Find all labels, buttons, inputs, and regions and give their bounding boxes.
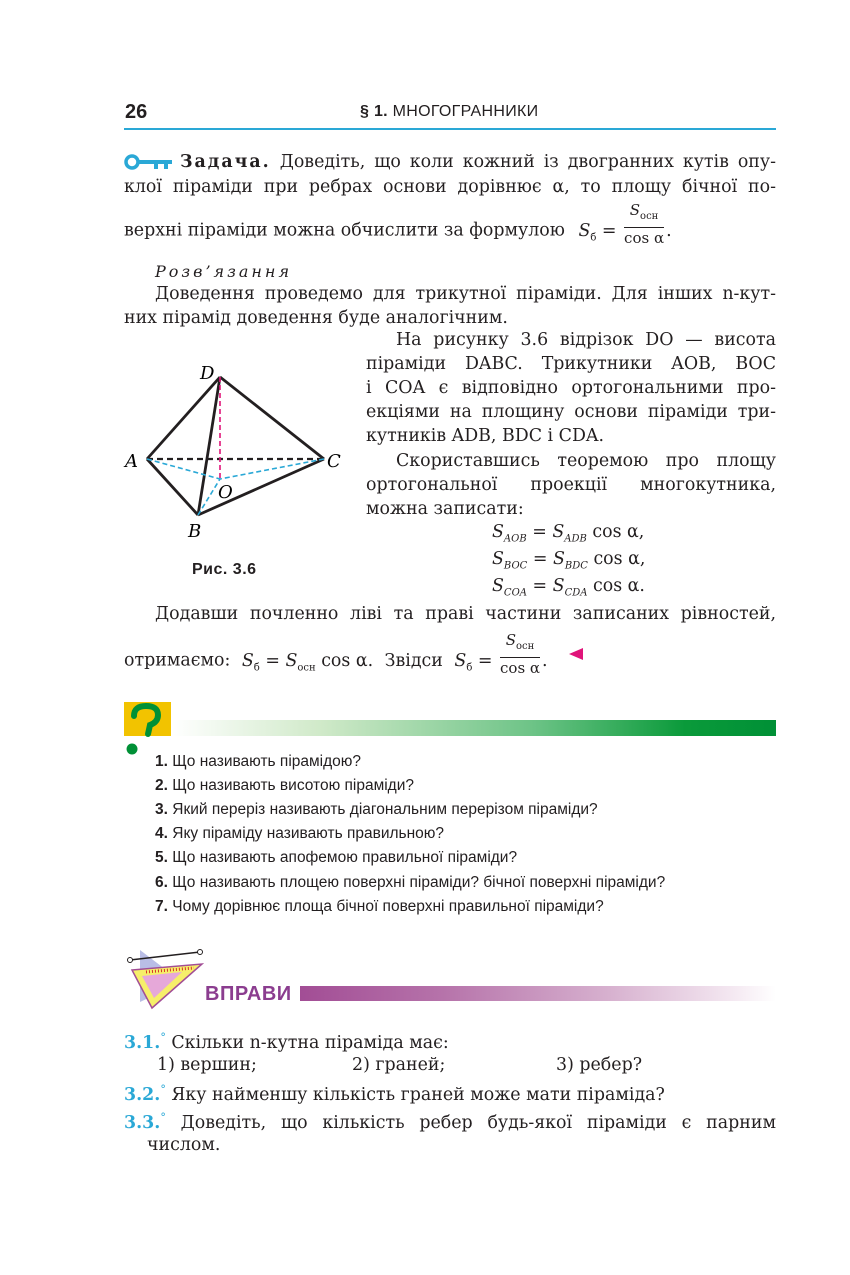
task-line-2: клої піраміди при ребрах основи дорівнює α, то площу бічної по-: [124, 177, 776, 197]
solution-p2-line1: Додавши почленно ліві та праві частини записаних рівностей,: [155, 604, 776, 624]
question-text: Що називають площею поверхні піраміди? бічної поверхні піраміди?: [172, 874, 666, 891]
question-num: 2.: [155, 777, 168, 794]
exercise-sub-2: 2) граней;: [352, 1055, 446, 1075]
eq3-cos: cos α.: [592, 576, 645, 596]
task-line-1: [180, 152, 776, 172]
exercise-sub-3: 3) ребер?: [556, 1055, 643, 1075]
eq3-lhs-sub: COA: [503, 587, 527, 599]
p2-sb2-sub: б: [466, 661, 473, 673]
question-item: [155, 874, 665, 892]
exercise-text: Скільки n-кутна піраміда має:: [171, 1032, 449, 1053]
exercise-3-continued: числом.: [147, 1135, 221, 1155]
exercise-num: 3.2.: [124, 1084, 161, 1105]
question-item: [155, 753, 361, 771]
question-text: Що називають висотою піраміди?: [172, 777, 414, 794]
p2-cos: cos α: [321, 650, 368, 671]
right-line-6: Скориставшись теоремою про площу: [396, 451, 776, 471]
section-mark: § 1.: [360, 103, 388, 120]
p2-sosn-sub: осн: [297, 661, 316, 673]
p2-fraction: $\frac{S_{осн}}{\text{cos α}}$: [500, 631, 541, 677]
exercise-item: 3.3.° Доведіть, що кількість ребер будь-якої піраміди є парним: [124, 1111, 776, 1133]
eq2-cos: cos α,: [593, 549, 646, 569]
page-number: 26: [125, 101, 148, 123]
question-num: 3.: [155, 801, 168, 818]
exercises-title: ВПРАВИ: [205, 983, 292, 1005]
solution-p2-line2: отримаємо: $S_б = S_{осн}$ cos α. Звідси $S_б$ = $\frac{S_{осн}}{\text{cos α}}$ .: [124, 631, 548, 677]
ruler-triangle-icon: [122, 942, 204, 1014]
label-D: D: [200, 363, 215, 384]
exercise-num: 3.3.: [124, 1112, 161, 1133]
formula-sub-b: б: [590, 231, 597, 243]
right-line-7: ортогональної проекції многокутника,: [366, 475, 776, 495]
label-C: C: [327, 451, 341, 472]
equation-3: $S_{COA} = S_{CDA}$ cos α.: [492, 576, 645, 599]
exercise-num: 3.1.: [124, 1032, 161, 1053]
eq1-cos: cos α,: [592, 522, 645, 542]
eq2-lhs-sub: BOC: [503, 560, 528, 572]
p2-sb-sub: б: [253, 661, 260, 673]
key-icon: [124, 154, 174, 172]
p2-mid: Звідси: [384, 650, 443, 671]
task-label: Задача.: [180, 152, 271, 172]
solution-title: Розв’язання: [155, 262, 293, 281]
question-mark-icon: [124, 702, 174, 756]
exercise-text: Яку найменшу кількість граней може мати піраміда?: [171, 1084, 665, 1105]
exercises-banner: [300, 986, 776, 1001]
formula-S: S: [578, 220, 591, 241]
question-item: [155, 777, 414, 795]
exercise-item: 3.2.° Яку найменшу кількість граней може мати піраміда?: [124, 1083, 665, 1105]
eq3-rhs-sub: CDA: [564, 587, 588, 599]
equation-2: $S_{BOC} = S_{BDC}$ cos α,: [492, 549, 646, 572]
question-num: 6.: [155, 874, 168, 891]
question-text: Який переріз називають діагональним перерізом піраміди?: [172, 801, 598, 818]
fraction-num: S: [629, 201, 641, 219]
p2-frac-num-sub: осн: [516, 641, 535, 652]
pyramid-figure: [120, 355, 350, 545]
solution-p1-line2: них пірамід доведення буде аналогічним.: [124, 308, 508, 328]
question-num: 1.: [155, 753, 168, 770]
fraction-den: cos α: [624, 229, 665, 247]
exercise-sub-1: 1) вершин;: [157, 1055, 257, 1075]
question-text: Що називають пірамідою?: [172, 753, 362, 770]
eq1-rhs-sub: ADB: [564, 533, 587, 545]
question-item: [155, 801, 598, 819]
label-B: B: [188, 521, 202, 542]
equation-1: $S_{AOB} = S_{ADB}$ cos α,: [492, 522, 645, 545]
question-text: Що називають апофемою правильної піраміди?: [172, 849, 518, 866]
exercise-text: Доведіть, що кількість ребер будь-якої піраміди є парним: [180, 1112, 776, 1133]
question-item: [155, 898, 604, 916]
label-A: A: [125, 451, 138, 472]
p2-frac-den: cos α: [500, 659, 541, 677]
task-formula: $S_б$ = $\frac{S_{осн}}{\text{cos α}}$ .: [578, 201, 672, 247]
header-rule: [124, 128, 776, 130]
p2-prefix: отримаємо:: [124, 650, 231, 671]
label-O: O: [218, 482, 233, 503]
question-item: [155, 825, 444, 843]
question-num: 5.: [155, 849, 168, 866]
question-num: 4.: [155, 825, 168, 842]
eq1-lhs-sub: AOB: [503, 533, 527, 545]
question-item: [155, 849, 517, 867]
question-text: Чому дорівнює площа бічної поверхні правильної піраміди?: [172, 898, 604, 915]
exercise-item: 3.1.° Скільки n-кутна піраміда має:: [124, 1031, 449, 1053]
right-line-8: можна записати:: [366, 499, 524, 519]
eq2-rhs-sub: BDC: [564, 560, 588, 572]
task-fraction: [624, 201, 664, 247]
right-line-2: піраміди DABC. Трикутники AOB, BOC: [366, 354, 776, 374]
right-line-4: екціями на площину основи піраміди три-: [366, 402, 776, 422]
solution-p1-line1: Доведення проведемо для трикутної піраміди. Для інших n-кут-: [155, 284, 776, 304]
right-line-1: На рисунку 3.6 відрізок DO — висота: [396, 330, 776, 350]
question-text: Яку піраміду називають правильною?: [172, 825, 445, 842]
section-title: МНОГОГРАННИКИ: [392, 103, 539, 120]
end-of-proof-marker: [568, 647, 584, 661]
questions-banner: [172, 720, 776, 736]
task-text-3: верхні піраміди можна обчислити за формулою: [124, 220, 565, 241]
figure-caption: Рис. 3.6: [192, 561, 257, 578]
question-num: 7.: [155, 898, 168, 915]
right-line-3: і COA є відповідно ортогональними про-: [366, 378, 776, 398]
fraction-num-sub: осн: [640, 211, 659, 222]
running-head: [360, 103, 538, 121]
task-text-1: Доведіть, що коли кожний із двогранних кутів опу-: [279, 152, 777, 172]
right-line-5: кутників ADB, BDC і CDA.: [366, 426, 604, 446]
task-line-3: [124, 201, 672, 247]
